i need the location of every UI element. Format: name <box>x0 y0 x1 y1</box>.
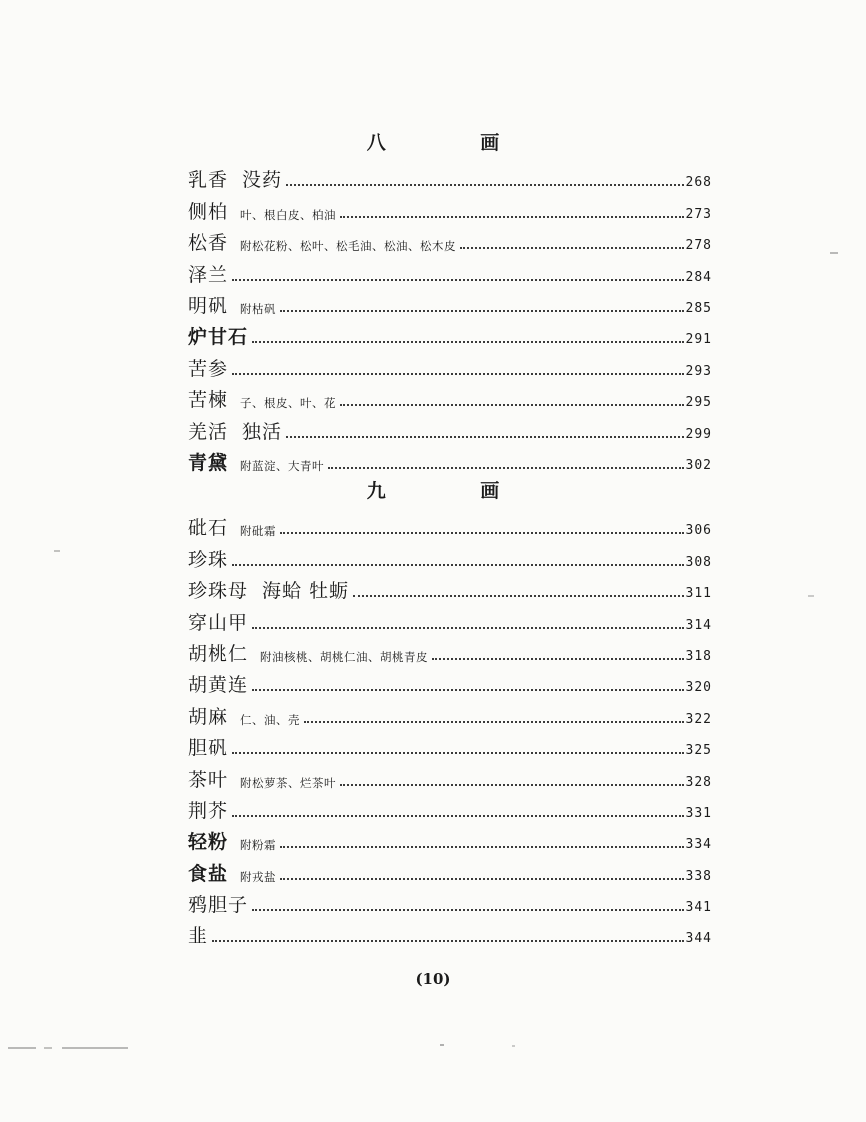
entry-title: 胆矾 <box>188 737 229 760</box>
entry-note: 附松花粉、松叶、松毛油、松油、松木皮 <box>240 239 457 254</box>
entry-note: 附砒霜 <box>240 524 277 539</box>
entry-title: 茶叶 <box>188 768 229 791</box>
entry-page-number: 311 <box>685 586 712 602</box>
entry-title: 珍珠母 <box>188 580 249 603</box>
entry-note: 附松萝茶、烂茶叶 <box>240 775 337 790</box>
entry-page-number: 302 <box>685 457 712 473</box>
entry-related-title: 没药 <box>242 169 283 192</box>
entry-note: 附枯矾 <box>240 301 277 316</box>
entry-title: 食盐 <box>188 862 229 885</box>
section-title-nine-strokes: 九 画 <box>366 480 544 502</box>
entry-note: 附粉霜 <box>240 838 277 853</box>
entry-note: 附油核桃、胡桃仁油、胡桃青皮 <box>260 649 429 664</box>
entry-related-title: 海蛤 牡蛎 <box>262 580 350 603</box>
entry-page-number: 293 <box>685 363 712 379</box>
entry-note: 叶、根白皮、柏油 <box>240 207 337 222</box>
entry-title: 松香 <box>188 232 229 255</box>
entry-title: 穿山甲 <box>188 611 249 634</box>
entry-title: 轻粉 <box>188 831 229 854</box>
entry-title: 胡桃仁 <box>188 642 249 665</box>
entry-page-number: 322 <box>685 711 712 727</box>
entry-title: 鸦胆子 <box>188 894 249 917</box>
entry-page-number: 328 <box>685 774 712 790</box>
entry-page-number: 273 <box>685 206 712 222</box>
section-title-eight-strokes: 八 画 <box>366 132 544 154</box>
entry-title: 泽兰 <box>188 263 229 286</box>
entry-title: 羌活 <box>188 420 229 443</box>
entry-title: 珍珠 <box>188 548 229 571</box>
entry-title: 炉甘石 <box>188 326 249 349</box>
entry-page-number: 306 <box>685 523 712 539</box>
entry-page-number: 325 <box>685 743 712 759</box>
entry-title: 苦参 <box>188 357 229 380</box>
entry-note: 仁、油、壳 <box>240 712 301 727</box>
entry-page-number: 331 <box>685 805 712 821</box>
entry-title: 荆芥 <box>188 799 229 822</box>
entry-page-number: 284 <box>685 269 712 285</box>
entry-page-number: 314 <box>685 617 712 633</box>
entry-page-number: 338 <box>685 868 712 884</box>
entry-note: 附戎盐 <box>240 869 277 884</box>
entry-page-number: 334 <box>685 837 712 853</box>
entry-title: 胡黄连 <box>188 674 249 697</box>
entry-page-number: 318 <box>685 648 712 664</box>
entry-page-number: 285 <box>685 300 712 316</box>
entry-page-number: 344 <box>685 931 712 947</box>
entry-title: 乳香 <box>188 169 229 192</box>
entry-title: 砒石 <box>188 517 229 540</box>
entry-title: 侧柏 <box>188 200 229 223</box>
entry-title: 胡麻 <box>188 705 229 728</box>
entry-title: 苦楝 <box>188 389 229 412</box>
entry-title: 韭 <box>188 925 209 948</box>
entry-related-title: 独活 <box>242 420 283 443</box>
page-number: (10) <box>415 970 451 988</box>
entry-page-number: 341 <box>685 900 712 916</box>
entry-page-number: 268 <box>685 175 712 191</box>
entry-page-number: 299 <box>685 426 712 442</box>
entry-title: 青黛 <box>188 451 229 474</box>
entry-page-number: 295 <box>685 395 712 411</box>
entry-note: 附蓝淀、大青叶 <box>240 458 325 473</box>
entry-page-number: 320 <box>685 680 712 696</box>
entry-note: 子、根皮、叶、花 <box>240 396 337 411</box>
entry-title: 明矾 <box>188 294 229 317</box>
entry-page-number: 291 <box>685 332 712 348</box>
entry-page-number: 308 <box>685 554 712 570</box>
entry-page-number: 278 <box>685 238 712 254</box>
